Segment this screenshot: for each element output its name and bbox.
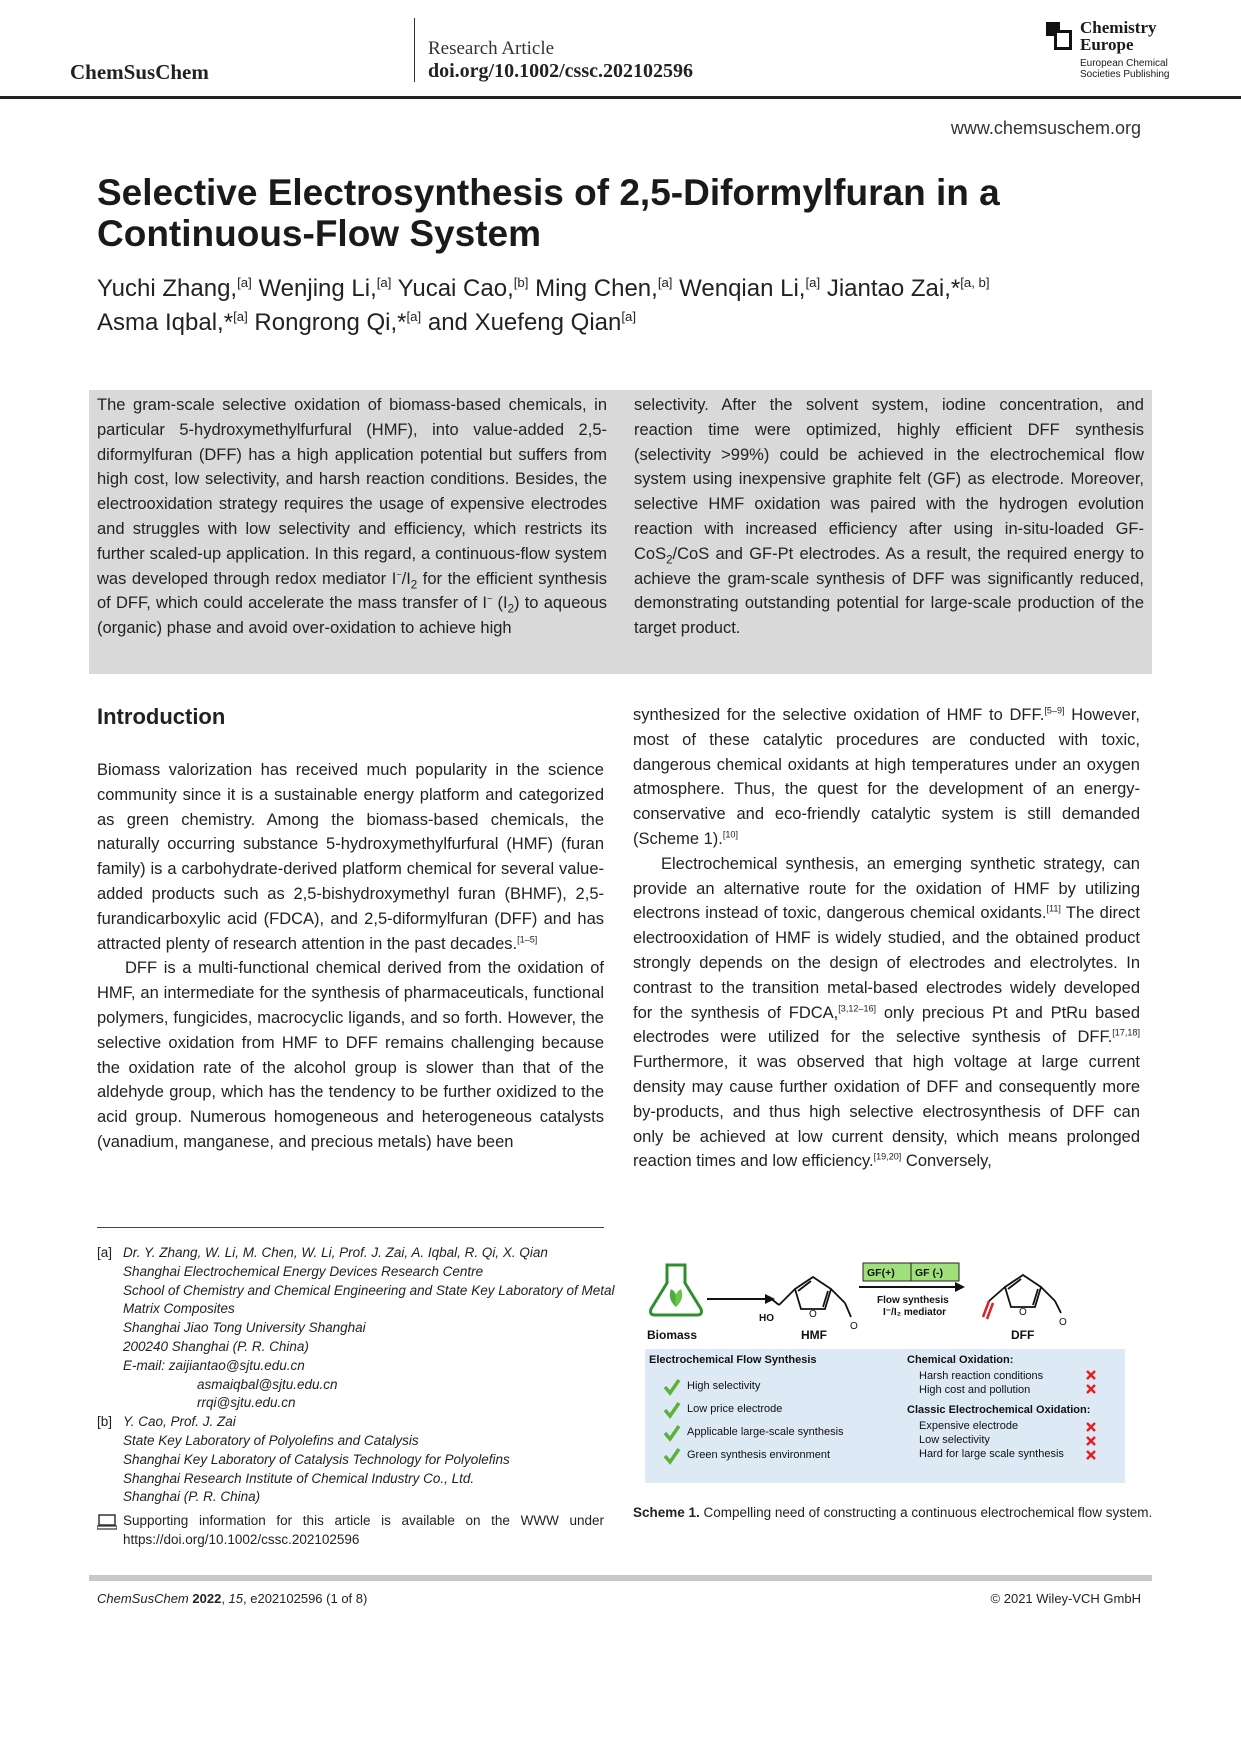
biomass-label: Biomass bbox=[647, 1328, 698, 1342]
author: Ming Chen,[a] bbox=[535, 275, 673, 302]
citation[interactable]: [19,20] bbox=[873, 1151, 902, 1162]
publisher-logo bbox=[1046, 18, 1176, 82]
body-right-column bbox=[633, 703, 1140, 1174]
footer-copyright: © 2021 Wiley-VCH GmbH bbox=[990, 1591, 1141, 1606]
email-link[interactable]: E-mail: zaijiantao@sjtu.edu.cn bbox=[123, 1357, 305, 1373]
flow-synthesis-heading: Electrochemical Flow Synthesis bbox=[649, 1354, 817, 1366]
author: Rongrong Qi,*[a] bbox=[254, 309, 422, 336]
section-heading-introduction: Introduction bbox=[97, 704, 226, 729]
article-title bbox=[97, 172, 1157, 254]
scheme-caption-label: Scheme 1. bbox=[633, 1505, 700, 1520]
author: Wenqian Li,[a] bbox=[679, 275, 821, 302]
advantage-item: High selectivity bbox=[687, 1380, 761, 1392]
supporting-info-text[interactable]: Supporting information for this article is available on the WWW under https://doi.org/10.1002/cssc.202102596 bbox=[123, 1513, 604, 1547]
author: Yuchi Zhang,[a] bbox=[97, 275, 252, 302]
drawback-item: Expensive electrode bbox=[919, 1420, 1019, 1432]
citation[interactable]: [17,18] bbox=[1112, 1027, 1140, 1038]
advantage-item: Applicable large-scale synthesis bbox=[687, 1426, 844, 1438]
author: Wenjing Li,[a] bbox=[258, 275, 392, 302]
drawback-item: Hard for large scale synthesis bbox=[919, 1448, 1064, 1460]
arrow-head bbox=[765, 1294, 775, 1304]
drawback-item: High cost and pollution bbox=[919, 1384, 1031, 1396]
drawback-item: Low selectivity bbox=[919, 1434, 990, 1446]
hmf-label: HMF bbox=[801, 1328, 827, 1342]
drawback-item: Harsh reaction conditions bbox=[919, 1370, 1044, 1382]
aldehyde-oxygen-label: O bbox=[850, 1321, 858, 1332]
footer-citation: ChemSusChem 2022, 15, e202102596 (1 of 8) bbox=[97, 1591, 368, 1606]
author: Yucai Cao,[b] bbox=[397, 275, 529, 302]
citation[interactable]: [11] bbox=[1046, 903, 1061, 914]
affiliation-a: [a] Dr. Y. Zhang, W. Li, M. Chen, W. Li, Prof. J. Zai, A. Iqbal, R. Qi, X. Qian Shanghai Electrochemical Energy Devices Research Centre School of Chemistry and Chemical Engineering and State Key Laboratory of Metal Matrix Composites Shanghai Jiao Tong University Shanghai 200240 Shanghai (P. R. China) E-mail: zaijiantao@sjtu.edu.cn asmaiqbal@sjtu.edu.cn rrqi@sjtu.edu.cn bbox=[97, 1244, 617, 1413]
citation[interactable]: [3,12–16] bbox=[838, 1003, 877, 1014]
hydroxyl-label: HO bbox=[759, 1313, 774, 1324]
publisher-sub-line2: Societies Publishing bbox=[1080, 69, 1170, 80]
paragraph: Biomass valorization has received much popularity in the science community since it is a sustainable energy platform and categorized as green chemistry. Among the biomass-based chemicals, the naturally occurring substance 5-hydroxymethylfurfural (HMF) (furan family) is a carbohydrate-derived platform chemical for several value-added products such as 2,5-bishydroxymethyl furan (BHMF), 2,5-furandicarboxylic acid (FDCA), and 2,5-diformylfuran (DFF) and has attracted plenty of research attention in the past decades.[1–5] bbox=[97, 761, 604, 953]
author: Jiantao Zai,*[a, b] bbox=[826, 275, 990, 302]
footnote-rule bbox=[97, 1227, 604, 1228]
article-type: Research Article bbox=[428, 38, 555, 59]
doi-link[interactable]: doi.org/10.1002/cssc.202102596 bbox=[428, 60, 693, 82]
publisher-sub-line1: European Chemical bbox=[1080, 58, 1168, 69]
citation[interactable]: [1–5] bbox=[517, 934, 538, 945]
journal-website-link[interactable]: www.chemsuschem.org bbox=[950, 118, 1141, 138]
email-link[interactable]: asmaiqbal@sjtu.edu.cn bbox=[197, 1376, 338, 1392]
paragraph: Electrochemical synthesis, an emerging synthetic strategy, can provide an alternative route for the oxidation of HMF by utilizing electrons instead of toxic, dangerous chemical oxidants.[11] The direct electrooxidation of HMF is widely studied, and the obtained product strongly depends on the design of electrodes and electrolytes. In contrast to the transition metal-based electrodes widely developed for the synthesis of FDCA,[3,12–16] only precious Pt and PtRu based electrodes were utilized for the selective synthesis of DFF.[17,18] Furthermore, it was observed that high voltage at large current density may cause further oxidation of DFF and consequently more by-products, and thus high selective electrosynthesis of DFF can only be achieved at low current density, which means prolonged reaction times and low efficiency.[19,20] Conversely, bbox=[633, 854, 1140, 1171]
abstract-box bbox=[89, 390, 1152, 674]
advantage-item: Low price electrode bbox=[687, 1403, 783, 1415]
header-rule bbox=[0, 96, 1241, 99]
author: Asma Iqbal,*[a] bbox=[97, 309, 248, 336]
scheme-caption: Scheme 1. Compelling need of constructing a continuous electrochemical flow system. bbox=[633, 1505, 1153, 1520]
classic-oxidation-heading: Classic Electrochemical Oxidation: bbox=[907, 1404, 1091, 1416]
title-line-2: Continuous-Flow System bbox=[97, 213, 541, 254]
computer-icon bbox=[97, 1514, 117, 1530]
supporting-information-note bbox=[97, 1512, 604, 1550]
citation[interactable]: [5–9] bbox=[1044, 705, 1065, 716]
publisher-name-line1: Chemistry bbox=[1080, 18, 1157, 37]
journal-name: ChemSusChem bbox=[70, 60, 209, 84]
arrow-head bbox=[955, 1282, 965, 1292]
ring-oxygen-label: O bbox=[1019, 1307, 1027, 1318]
abstract-left-column: The gram-scale selective oxidation of biomass-based chemicals, in particular 5-hydroxymethylfurfural (HMF), into value-added 2,5-diformylfuran (DFF) has a high application potential but suffers from high cost, low selectivity, and harsh reaction conditions. Besides, the electrooxidation strategy requires the usage of expensive electrodes and struggles with low selectivity and efficiency, which restricts its further scaled-up application. In this regard, a continuous-flow system was developed through redox mediator $I^-/I_2$ for the efficient synthesis of DFF, which could accelerate the mass transfer of I− $(I_2)$ to aqueous (organic) phase and avoid over-oxidation to achieve high bbox=[97, 396, 608, 638]
affiliation-b: [b] Y. Cao, Prof. J. Zai State Key Laboratory of Polyolefins and Catalysis Shanghai Key Laboratory of Catalysis Technology for Polyolefins Shanghai Research Institute of Chemical Industry Co., Ltd. Shanghai (P. R. China) bbox=[97, 1414, 510, 1505]
flow-synthesis-label: Flow synthesis bbox=[877, 1295, 949, 1306]
footer-rule bbox=[89, 1575, 1152, 1581]
citation[interactable]: [10] bbox=[722, 829, 738, 840]
dff-label: DFF bbox=[1011, 1328, 1035, 1342]
paragraph: DFF is a multi-functional chemical derived from the oxidation of HMF, an intermediate for the synthesis of pharmaceuticals, functional polymers, fungicides, macrocyclic ligands, and so forth. However, the selective oxidation from HMF to DFF remains challenging because the oxidation rate of the alcohol group is slower than that of the aldehyde group, which has the tendency to be further oxidized to the acid group. Numerous homogeneous and heterogeneous catalysts (vanadium, manganese, and precious metals) have been bbox=[97, 959, 604, 1151]
author-list bbox=[97, 272, 1157, 340]
aldehyde-oxygen-label: O bbox=[1059, 1317, 1067, 1328]
affiliation-label: [a] bbox=[97, 1245, 113, 1260]
publisher-name-line2: Europe bbox=[1080, 35, 1134, 54]
chemistry-europe-logo-icon bbox=[1046, 22, 1074, 52]
email-link[interactable]: rrqi@sjtu.edu.cn bbox=[197, 1395, 296, 1411]
gf-cathode-label: GF (-) bbox=[915, 1267, 943, 1279]
abstract-right-column: selectivity. After the solvent system, iodine concentration, and reaction time were optimized, highly efficient DFF synthesis (selectivity >99%) could be achieved in the electrochemical flow system using inexpensive graphite felt (GF) as electrode. Moreover, selective HMF oxidation was paired with the hydrogen evolution reaction with increased efficiency after using in-situ-loaded GF-CoS$_2$/CoS and GF-Pt electrodes. As a result, the required energy to achieve the gram-scale synthesis of DFF was significantly reduced, demonstrating outstanding potential for large-scale production of the target product. bbox=[634, 396, 1144, 638]
author: and Xuefeng Qian[a] bbox=[427, 309, 637, 336]
body-left-column bbox=[97, 702, 604, 1155]
comparison-panel bbox=[645, 1349, 1125, 1483]
advantage-item: Green synthesis environment bbox=[687, 1449, 831, 1461]
gf-anode-label: GF(+) bbox=[867, 1267, 895, 1279]
chemical-oxidation-heading: Chemical Oxidation: bbox=[907, 1354, 1014, 1366]
ring-oxygen-label: O bbox=[809, 1309, 817, 1320]
affiliations bbox=[97, 1244, 617, 1507]
title-line-1: Selective Electrosynthesis of 2,5-Diformylfuran in a bbox=[97, 172, 1000, 213]
header-divider bbox=[414, 18, 415, 82]
scheme-1-figure bbox=[645, 1255, 1125, 1485]
paragraph: synthesized for the selective oxidation of HMF to DFF.[5–9] However, most of these catalytic procedures are conducted with toxic, dangerous chemical oxidants at high temperatures under an oxygen atmosphere. Thus, the quest for the development of an energy-conservative and eco-friendly catalytic system is still demanded (Scheme 1).[10] bbox=[633, 705, 1140, 848]
mediator-label: I⁻/I₂ mediator bbox=[883, 1307, 947, 1318]
biomass-flask-icon bbox=[651, 1265, 702, 1315]
affiliation-label: [b] bbox=[97, 1414, 113, 1430]
